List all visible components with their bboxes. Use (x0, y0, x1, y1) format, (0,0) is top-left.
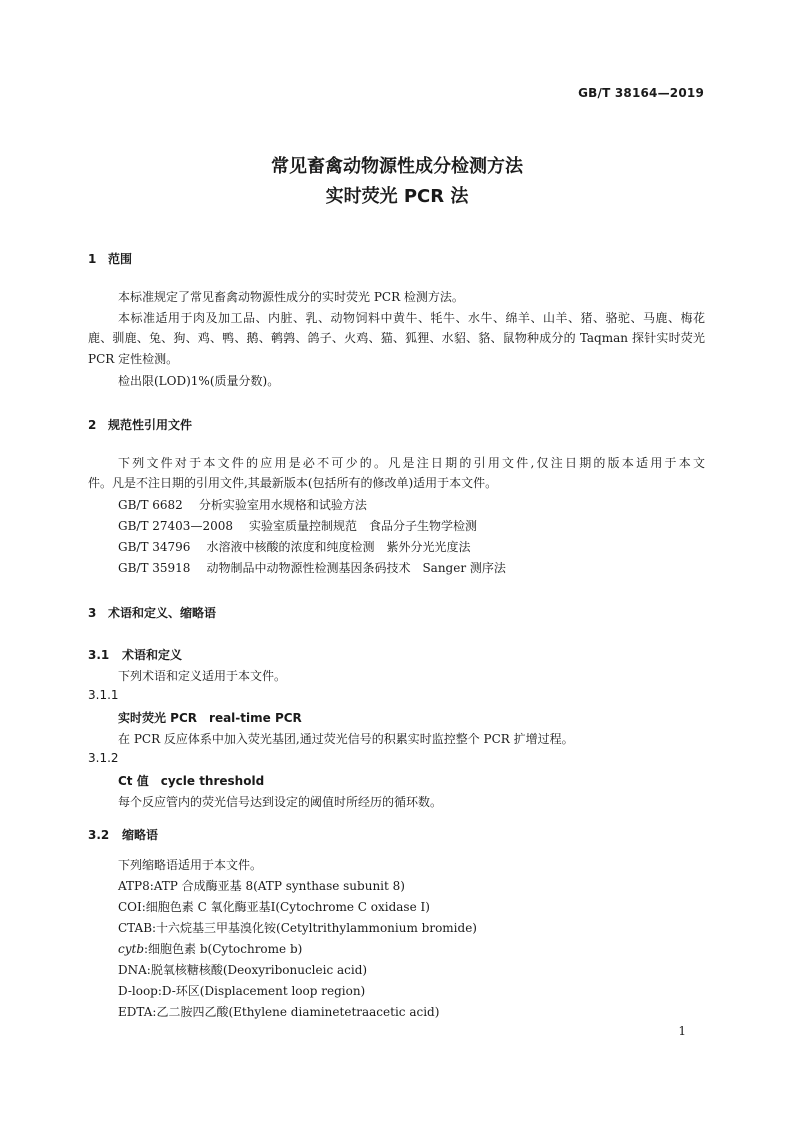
subsection-title: 术语和定义 (122, 648, 183, 662)
document-title-line2: 实时荧光 PCR 法 (325, 186, 469, 207)
reference-item (118, 516, 477, 536)
standard-number: GB/T 38164—2019 (578, 86, 704, 100)
scope-paragraph-2-line-1: 本标准适用于肉及加工品、内脏、乳、动物饲料中黄牛、牦牛、水牛、绵羊、山羊、猪、骆驼、马鹿、梅花 (118, 311, 705, 325)
section-3-heading (88, 604, 216, 621)
reference-title: 分析实验室用水规格和试验方法 (198, 498, 367, 512)
reference-item (118, 537, 470, 557)
reference-item (118, 495, 367, 515)
reference-code: GB/T 35918 (118, 561, 191, 575)
term-name: 实时荧光 PCR real-time PCR (118, 711, 302, 725)
reference-title: 水溶液中核酸的浓度和纯度检测 紫外分光光度法 (206, 540, 471, 554)
section-number: 2 (88, 418, 97, 432)
term-definition: 在 PCR 反应体系中加入荧光基团,通过荧光信号的积累实时监控整个 PCR 扩增过程。 (118, 732, 574, 746)
reference-item (118, 558, 506, 578)
abbreviation-item (118, 939, 302, 959)
subsection-3-2-heading (88, 826, 158, 843)
scope-paragraph-3: 检出限(LOD)1%(质量分数)。 (118, 374, 280, 388)
reference-title: 动物制品中动物源性检测基因条码技术 Sanger 测序法 (206, 561, 506, 575)
term-number: 3.1.2 (88, 751, 119, 765)
abbreviation-item: ATP8:ATP 合成酶亚基 8(ATP synthase subunit 8) (118, 879, 405, 893)
abbreviation-item: DNA:脱氧核糖核酸(Deoxyribonucleic acid) (118, 963, 368, 977)
term-definition: 每个反应管内的荧光信号达到设定的阈值时所经历的循环数。 (118, 795, 443, 809)
references-intro-line-1: 下列文件对于本文件的应用是必不可少的。凡是注日期的引用文件,仅注日期的版本适用于本文 (118, 456, 705, 470)
abbreviation-text: :细胞色素 b(Cytochrome b) (144, 942, 303, 956)
section-title: 规范性引用文件 (108, 418, 193, 432)
abbreviation-item: CTAB:十六烷基三甲基溴化铵(Cetyltrithylammonium bromide) (118, 921, 477, 935)
subsection-3-1-heading (88, 646, 182, 663)
abbreviation-term: cytb (118, 942, 145, 956)
document-title-line1: 常见畜禽动物源性成分检测方法 (271, 156, 523, 177)
page-number: 1 (678, 1024, 686, 1038)
reference-title: 实验室质量控制规范 食品分子生物学检测 (248, 519, 477, 533)
reference-code: GB/T 34796 (118, 540, 191, 554)
terms-intro: 下列术语和定义适用于本文件。 (118, 669, 287, 683)
reference-code: GB/T 6682 (118, 498, 183, 512)
abbreviation-item: COⅠ:细胞色素 C 氧化酶亚基Ⅰ(Cytochrome C oxidase Ⅰ) (118, 900, 430, 914)
abbreviation-item: EDTA:乙二胺四乙酸(Ethylene diaminetetraacetic acid) (118, 1005, 440, 1019)
term-number: 3.1.1 (88, 688, 119, 702)
subsection-number: 3.1 (88, 648, 110, 662)
section-number: 3 (88, 606, 97, 620)
references-intro-line-2: 件。凡是不注日期的引用文件,其最新版本(包括所有的修改单)适用于本文件。 (88, 476, 498, 490)
section-2-heading (88, 416, 192, 433)
scope-paragraph-1: 本标准规定了常见畜禽动物源性成分的实时荧光 PCR 检测方法。 (118, 290, 464, 304)
section-title: 术语和定义、缩略语 (108, 606, 217, 620)
reference-code: GB/T 27403—2008 (118, 519, 233, 533)
section-1-heading (88, 250, 132, 267)
scope-paragraph-2-line-3: PCR 定性检测。 (88, 352, 179, 366)
term-name: Ct 值 cycle threshold (118, 774, 265, 788)
scope-paragraph-2-line-2: 鹿、驯鹿、兔、狗、鸡、鸭、鹅、鹌鹑、鸽子、火鸡、猫、狐狸、水貂、貉、鼠物种成分的 Taqman 探针实时荧光 (88, 331, 705, 345)
subsection-number: 3.2 (88, 828, 110, 842)
section-title: 范围 (108, 252, 133, 266)
subsection-title: 缩略语 (122, 828, 159, 842)
abbreviations-intro: 下列缩略语适用于本文件。 (118, 858, 263, 872)
abbreviation-item: D-loop:D-环区(Displacement loop region) (118, 984, 366, 998)
section-number: 1 (88, 252, 97, 266)
